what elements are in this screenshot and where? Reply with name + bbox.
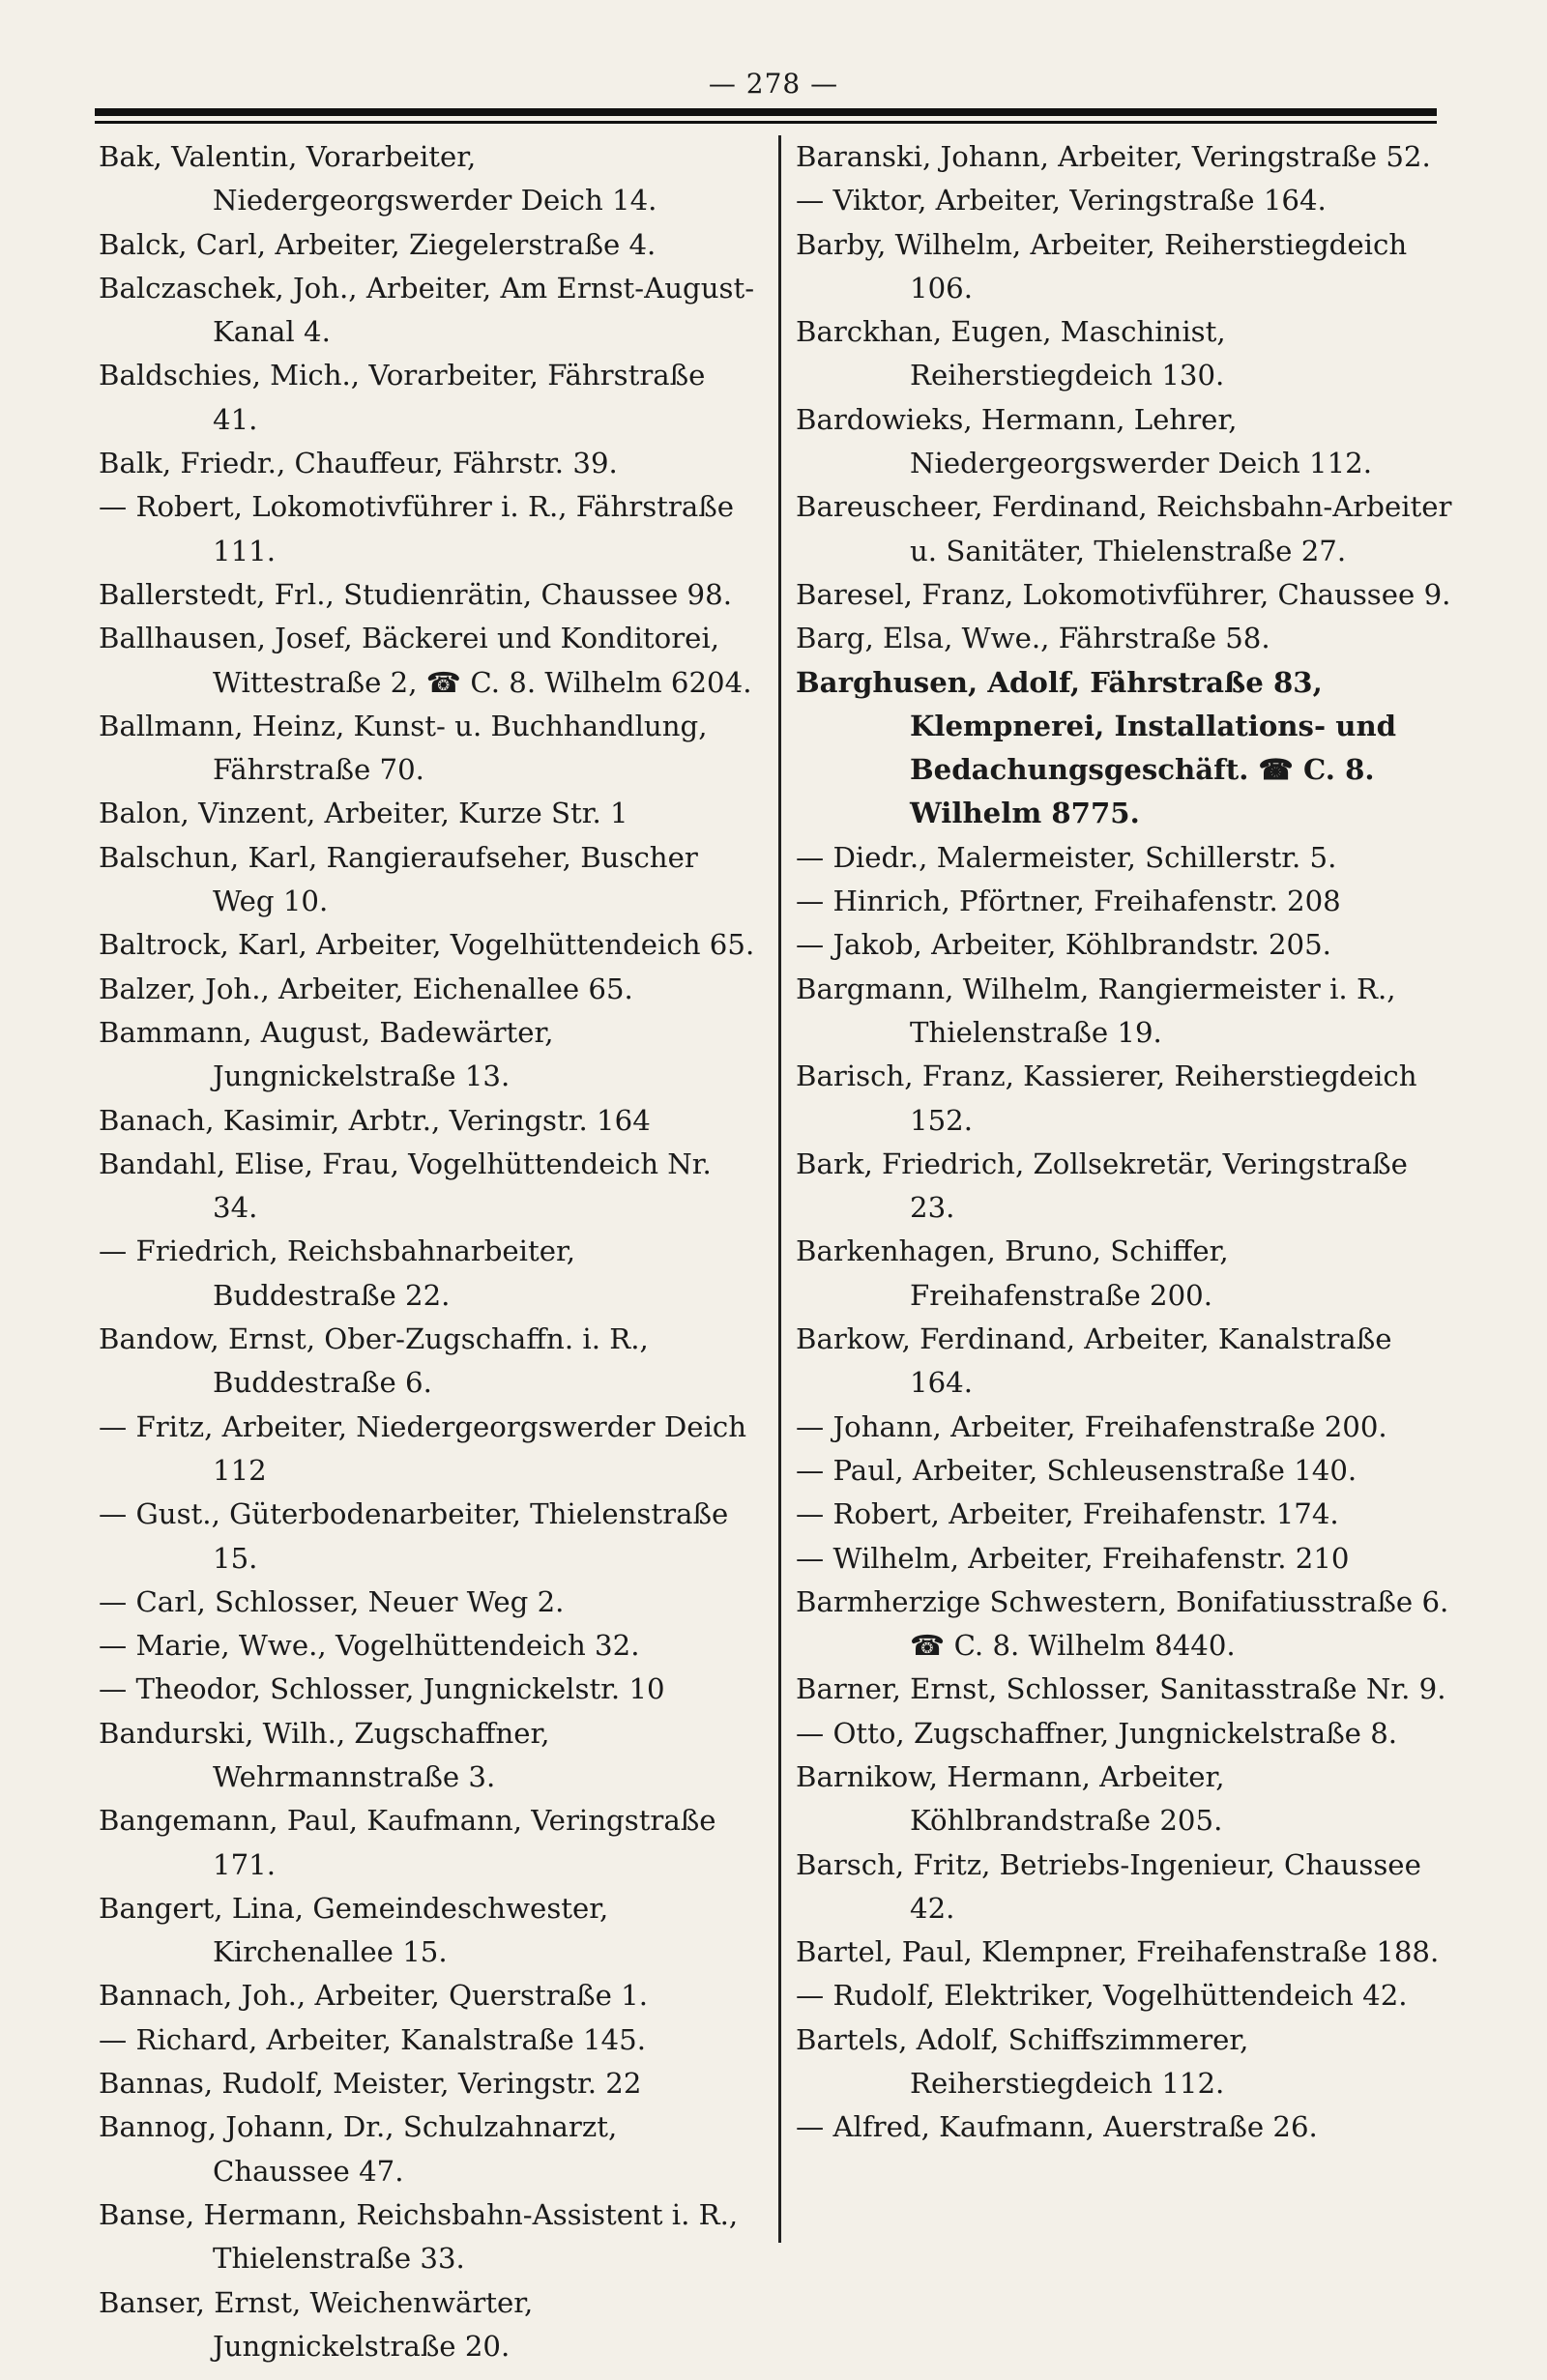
- directory-entry: Balck, Carl, Arbeiter, Ziegelerstraße 4.: [99, 227, 657, 261]
- directory-entry: Barg, Elsa, Wwe., Fährstraße 58.: [796, 622, 1270, 655]
- directory-entry: Barby, Wilhelm, Arbeiter, Reiherstiegdeich 106.: [796, 227, 1408, 305]
- directory-entry: Barmherzige Schwestern, Bonifatiusstraße 6. ☎ C. 8. Wilhelm 8440.: [796, 1584, 1449, 1663]
- directory-entry: — Robert, Arbeiter, Freihafenstr. 174.: [796, 1497, 1339, 1531]
- left-column: [99, 135, 756, 2368]
- directory-entry: Baltrock, Karl, Arbeiter, Vogelhüttendeich 65.: [99, 928, 755, 962]
- directory-entry: Baresel, Franz, Lokomotivführer, Chaussee 9.: [796, 577, 1451, 611]
- directory-entry: — Friedrich, Reichsbahnarbeiter, Buddestraße 22.: [99, 1234, 576, 1312]
- directory-entry: Bark, Friedrich, Zollsekretär, Veringstraße 23.: [796, 1146, 1408, 1225]
- directory-entry: Barner, Ernst, Schlosser, Sanitasstraße Nr. 9.: [796, 1672, 1446, 1706]
- directory-entry: Bandahl, Elise, Frau, Vogelhüttendeich Nr. 34.: [99, 1146, 712, 1225]
- directory-entry: Banach, Kasimir, Arbtr., Veringstr. 164: [99, 1103, 651, 1137]
- directory-entry: Bartels, Adolf, Schiffszimmerer, Reiherstiegdeich 112.: [796, 2022, 1249, 2101]
- directory-entry: Bak, Valentin, Vorarbeiter, Niedergeorgswerder Deich 14.: [99, 140, 657, 218]
- directory-entry: — Marie, Wwe., Vogelhüttendeich 32.: [99, 1629, 640, 1663]
- page-number: — 278 —: [708, 68, 839, 100]
- directory-entry: Bannas, Rudolf, Meister, Veringstr. 22: [99, 2067, 642, 2101]
- directory-entry: Balk, Friedr., Chauffeur, Fährstr. 39.: [99, 447, 618, 480]
- directory-entry: — Alfred, Kaufmann, Auerstraße 26.: [796, 2110, 1318, 2144]
- directory-entry: — Theodor, Schlosser, Jungnickelstr. 10: [99, 1672, 665, 1706]
- directory-entry: — Viktor, Arbeiter, Veringstraße 164.: [796, 184, 1327, 218]
- directory-entry: — Otto, Zugschaffner, Jungnickelstraße 8.: [796, 1716, 1398, 1750]
- directory-entry: Bargmann, Wilhelm, Rangiermeister i. R., Thielenstraße 19.: [796, 972, 1396, 1049]
- directory-entry: Balzer, Joh., Arbeiter, Eichenallee 65.: [99, 972, 633, 1005]
- directory-entry: — Wilhelm, Arbeiter, Freihafenstr. 210: [796, 1541, 1350, 1575]
- directory-entry: Bannog, Johann, Dr., Schulzahnarzt, Chaussee 47.: [99, 2110, 618, 2188]
- directory-entry: Bartel, Paul, Klempner, Freihafenstraße 188.: [796, 1935, 1440, 1969]
- directory-entry: Barckhan, Eugen, Maschinist, Reiherstiegdeich 130.: [796, 315, 1226, 392]
- directory-entry: Barkenhagen, Bruno, Schiffer, Freihafenstraße 200.: [796, 1234, 1229, 1312]
- header-rule-thick: [95, 108, 1437, 116]
- directory-entry: Banser, Ernst, Weichenwärter, Jungnickelstraße 20.: [99, 2285, 534, 2363]
- header-rule-thin: [95, 121, 1437, 124]
- directory-entry: Bannach, Joh., Arbeiter, Querstraße 1.: [99, 1979, 648, 2013]
- right-column: [796, 135, 1453, 2150]
- directory-entry: Barsch, Fritz, Betriebs-Ingenieur, Chaussee 42.: [796, 1847, 1421, 1925]
- directory-entry: Bareuscheer, Ferdinand, Reichsbahn-Arbeiter u. Sanitäter, Thielenstraße 27.: [796, 490, 1452, 567]
- directory-entry: Ballhausen, Josef, Bäckerei und Konditorei, Wittestraße 2, ☎ C. 8. Wilhelm 6204.: [99, 622, 752, 699]
- directory-entry: Barkow, Ferdinand, Arbeiter, Kanalstraße 164.: [796, 1322, 1392, 1400]
- directory-entry: — Johann, Arbeiter, Freihafenstraße 200.: [796, 1409, 1387, 1443]
- directory-entry: — Diedr., Malermeister, Schillerstr. 5.: [796, 840, 1337, 874]
- directory-entry: — Fritz, Arbeiter, Niedergeorgswerder Deich 112: [99, 1409, 747, 1487]
- column-divider: [778, 135, 781, 2243]
- directory-entry: — Jakob, Arbeiter, Köhlbrandstr. 205.: [796, 928, 1331, 962]
- directory-entry: Bandurski, Wilh., Zugschaffner, Wehrmannstraße 3.: [99, 1716, 550, 1793]
- directory-entry: — Hinrich, Pförtner, Freihafenstr. 208: [796, 885, 1341, 918]
- directory-entry: Ballmann, Heinz, Kunst- u. Buchhandlung, Fährstraße 70.: [99, 709, 708, 787]
- directory-entry: Bammann, August, Badewärter, Jungnickelstraße 13.: [99, 1015, 554, 1093]
- directory-entry: Balon, Vinzent, Arbeiter, Kurze Str. 1: [99, 797, 628, 830]
- directory-entry: Baldschies, Mich., Vorarbeiter, Fährstraße 41.: [99, 359, 706, 436]
- directory-entry: — Carl, Schlosser, Neuer Weg 2.: [99, 1584, 565, 1618]
- directory-entry: Bangert, Lina, Gemeindeschwester, Kirchenallee 15.: [99, 1891, 609, 1969]
- directory-entry: Balczaschek, Joh., Arbeiter, Am Ernst-August-Kanal 4.: [99, 271, 755, 349]
- directory-entry: Ballerstedt, Frl., Studienrätin, Chaussee 98.: [99, 577, 732, 611]
- directory-entry: Barisch, Franz, Kassierer, Reiherstiegdeich 152.: [796, 1059, 1417, 1137]
- directory-entry: Bangemann, Paul, Kaufmann, Veringstraße 171.: [99, 1804, 716, 1881]
- directory-entry: Baranski, Johann, Arbeiter, Veringstraße 52.: [796, 140, 1431, 173]
- directory-entry: Bardowieks, Hermann, Lehrer, Niedergeorgswerder Deich 112.: [796, 402, 1373, 480]
- directory-entry: — Gust., Güterbodenarbeiter, Thielenstraße 15.: [99, 1497, 729, 1575]
- directory-entry: Balschun, Karl, Rangieraufseher, Buscher Weg 10.: [99, 840, 698, 918]
- directory-entry: Bandow, Ernst, Ober-Zugschaffn. i. R., Buddestraße 6.: [99, 1322, 649, 1400]
- directory-entry: — Rudolf, Elektriker, Vogelhüttendeich 42.: [796, 1979, 1408, 2013]
- directory-entry: Banse, Hermann, Reichsbahn-Assistent i. R., Thielenstraße 33.: [99, 2197, 739, 2276]
- directory-entry: — Paul, Arbeiter, Schleusenstraße 140.: [796, 1453, 1357, 1487]
- directory-entry: — Richard, Arbeiter, Kanalstraße 145.: [99, 2022, 646, 2056]
- directory-entry: Barghusen, Adolf, Fährstraße 83, Klempnerei, Installations- und Bedachungsgeschäft. ☎ C. 8. Wilhelm 8775.: [796, 665, 1397, 830]
- directory-entry: — Robert, Lokomotivführer i. R., Fährstraße 111.: [99, 490, 735, 567]
- directory-entry: Barnikow, Hermann, Arbeiter, Köhlbrandstraße 205.: [796, 1759, 1225, 1838]
